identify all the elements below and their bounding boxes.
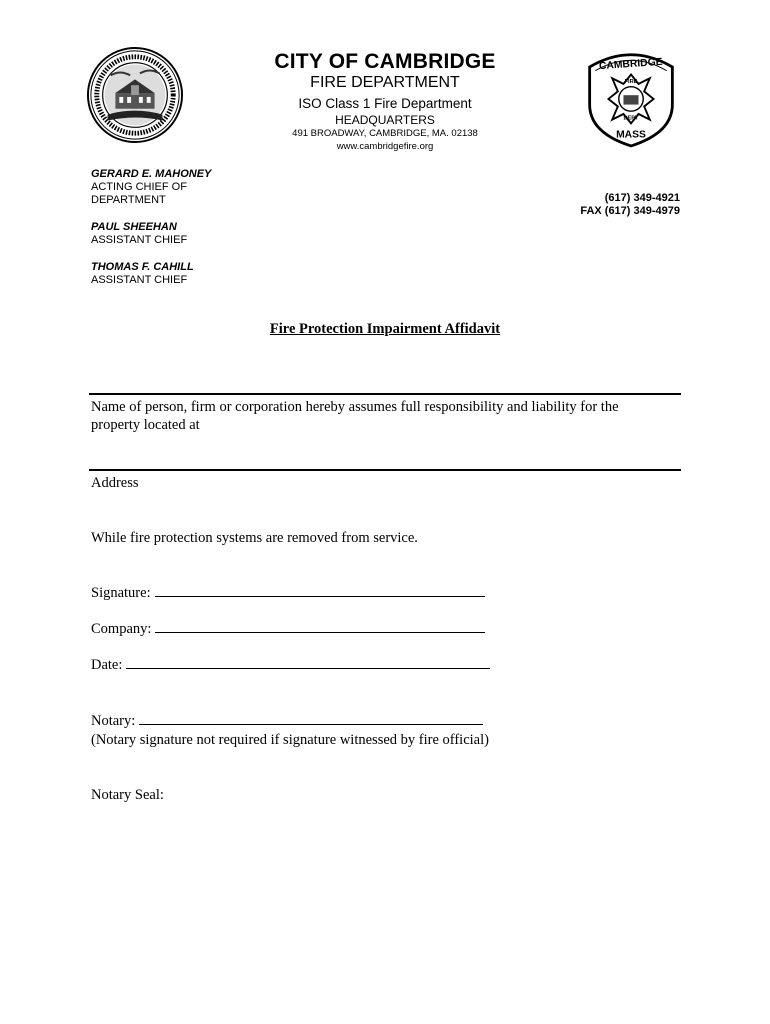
notary-note: (Notary signature not required if signature witnessed by fire official) <box>91 732 489 748</box>
staff-chief <box>91 168 211 207</box>
company-field[interactable] <box>155 631 485 633</box>
staff-assistant-2 <box>91 261 194 287</box>
responsibility-line-1: Name of person, firm or corporation hereby assumes full responsibility and liability for the <box>91 399 619 415</box>
staff-name: GERARD E. MAHONEY <box>91 168 212 180</box>
badge-fire-text: FIRE <box>624 78 638 85</box>
address-label: Address <box>91 475 139 491</box>
headquarters-label: HEADQUARTERS <box>335 113 435 127</box>
fire-department-badge-icon <box>584 48 678 148</box>
badge-dept-text: DEPT <box>623 115 639 122</box>
badge-bottom-text: MASS <box>616 129 646 141</box>
name-entry-line[interactable] <box>89 393 681 395</box>
signature-field[interactable] <box>155 595 485 597</box>
staff-title: ASSISTANT CHIEF <box>91 234 188 246</box>
date-field[interactable] <box>126 667 490 669</box>
responsibility-statement <box>91 398 691 434</box>
signature-label: Signature: <box>91 585 151 601</box>
notary-row <box>91 712 691 730</box>
notary-field[interactable] <box>139 723 483 725</box>
staff-assistant-1 <box>91 221 187 247</box>
notary-seal-label: Notary Seal: <box>91 787 164 803</box>
badge-top-text: CAMBRIDGE <box>598 56 663 73</box>
website-link[interactable]: www.cambridgefire.org <box>336 141 434 152</box>
address-line: 491 BROADWAY, CAMBRIDGE, MA. 02138 <box>292 128 478 139</box>
form-title: Fire Protection Impairment Affidavit <box>269 321 501 337</box>
city-title: CITY OF CAMBRIDGE <box>274 50 496 73</box>
address-entry-line[interactable] <box>89 469 681 471</box>
phone-number: (617) 349-4921 <box>604 192 680 204</box>
date-row <box>91 656 691 674</box>
company-row <box>91 620 691 638</box>
staff-title: DEPARTMENT <box>91 194 166 206</box>
date-label: Date: <box>91 657 123 673</box>
company-label: Company: <box>91 621 152 637</box>
signature-row <box>91 584 691 602</box>
fax-number: FAX (617) 349-4979 <box>580 205 680 217</box>
while-statement: While fire protection systems are removed from service. <box>91 530 418 546</box>
contact-block <box>520 192 680 218</box>
responsibility-line-2: property located at <box>91 417 200 433</box>
staff-title: ASSISTANT CHIEF <box>91 274 188 286</box>
department-title: FIRE DEPARTMENT <box>310 74 460 91</box>
staff-title: ACTING CHIEF OF <box>91 181 187 193</box>
staff-name: PAUL SHEEHAN <box>91 221 177 233</box>
notary-label: Notary: <box>91 713 136 729</box>
iso-class: ISO Class 1 Fire Department <box>298 96 472 111</box>
city-seal-icon <box>86 46 184 144</box>
staff-name: THOMAS F. CAHILL <box>91 261 194 273</box>
